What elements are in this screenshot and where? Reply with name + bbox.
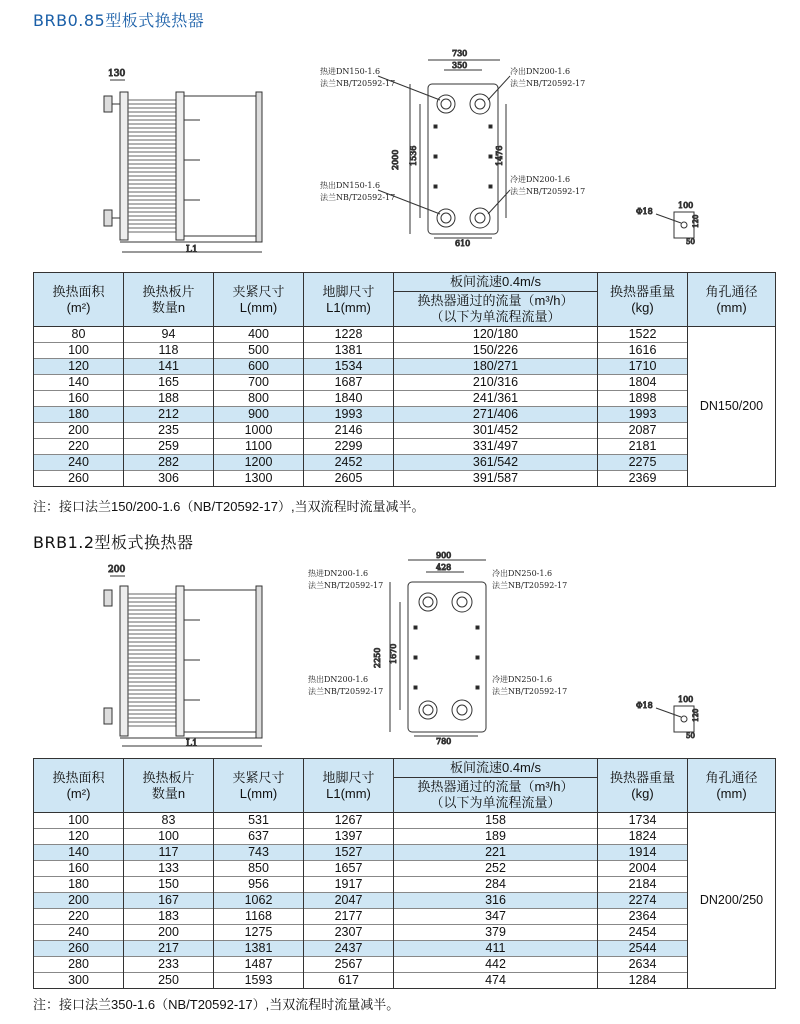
table-cell: 180: [34, 877, 124, 893]
table-cell: 700: [214, 375, 304, 391]
table-cell: 220: [34, 909, 124, 925]
table-cell: 200: [34, 893, 124, 909]
table-cell: 2544: [598, 941, 688, 957]
table-row: [34, 813, 776, 829]
table-cell: 2177: [304, 909, 394, 925]
table-cell: 411: [394, 941, 598, 957]
table-cell: 500: [214, 343, 304, 359]
table-cell: 1527: [304, 845, 394, 861]
table-cell: 1657: [304, 861, 394, 877]
label-in-cold-std: 法兰NB/T20592-17: [492, 687, 568, 696]
table-cell: 900: [214, 407, 304, 423]
table-cell: 100: [34, 343, 124, 359]
label-in-hot: 热进DN150-1.6: [320, 67, 381, 76]
table-cell: 2146: [304, 423, 394, 439]
label-out-cold-std: 法兰NB/T20592-17: [492, 581, 568, 590]
table-row: [34, 893, 776, 909]
side-bottom-dim: L1: [186, 245, 198, 255]
table-cell: 1534: [304, 359, 394, 375]
label-out-cold-std: 法兰NB/T20592-17: [510, 79, 586, 88]
label-out-cold: 冷出DN200-1.6: [510, 67, 571, 76]
table-cell: 217: [124, 941, 214, 957]
table-cell: 117: [124, 845, 214, 861]
table-cell: 2634: [598, 957, 688, 973]
foot-off: 50: [686, 238, 695, 246]
table-cell: 1616: [598, 343, 688, 359]
table-cell: 240: [34, 925, 124, 941]
label-out-hot: 热出DN150-1.6: [320, 181, 381, 190]
table-row: [34, 423, 776, 439]
table-cell: 2047: [304, 893, 394, 909]
table-cell: 2364: [598, 909, 688, 925]
section2-drawing: [0, 551, 800, 760]
table-cell: 301/452: [394, 423, 598, 439]
table-cell: 2004: [598, 861, 688, 877]
label-out-hot-std: 法兰NB/T20592-17: [320, 193, 396, 202]
label-in-cold: 冷进DN200-1.6: [510, 175, 571, 184]
table-cell: 1284: [598, 973, 688, 989]
table-cell: 282: [124, 455, 214, 471]
table-cell: 250: [124, 973, 214, 989]
table-cell: 600: [214, 359, 304, 375]
table-cell: 300: [34, 973, 124, 989]
table-cell: 442: [394, 957, 598, 973]
header-plates: 换热板片 数量n: [124, 759, 214, 813]
table-cell: 2567: [304, 957, 394, 973]
table-cell: 260: [34, 471, 124, 487]
foot-off: 50: [686, 732, 695, 740]
header-flow-top: 板间流速0.4m/s: [394, 273, 598, 292]
front-bottom-width-dim: 610: [455, 239, 471, 248]
table-cell: 2087: [598, 423, 688, 439]
table-cell: 280: [34, 957, 124, 973]
section1-table-body: [34, 327, 776, 487]
table-cell: 1000: [214, 423, 304, 439]
front-view: [378, 49, 510, 248]
table-cell: 391/587: [394, 471, 598, 487]
table-cell: 850: [214, 861, 304, 877]
foot-w: 100: [678, 695, 694, 704]
table-cell: 233: [124, 957, 214, 973]
table-row: [34, 391, 776, 407]
table-row: [34, 471, 776, 487]
table-cell: 210/316: [394, 375, 598, 391]
label-in-hot-std: 法兰NB/T20592-17: [308, 581, 384, 590]
table-cell: 1381: [304, 343, 394, 359]
table-cell: 189: [394, 829, 598, 845]
section1-title: BRB0.85型板式换热器: [33, 11, 205, 30]
table-cell: 2454: [598, 925, 688, 941]
section2-note: 注：接口法兰350-1.6（NB/T20592-17）,当双流程时流量减半。: [33, 997, 400, 1012]
table-cell: 180: [34, 407, 124, 423]
table-cell: 100: [124, 829, 214, 845]
table-cell: 2181: [598, 439, 688, 455]
table-cell: 165: [124, 375, 214, 391]
table-cell: 331/497: [394, 439, 598, 455]
label-out-hot: 热出DN200-1.6: [308, 675, 369, 684]
port-size-cell: DN150/200: [688, 327, 776, 487]
table-cell: 167: [124, 893, 214, 909]
header-area: 换热面积 (m²): [34, 759, 124, 813]
front-height-dim: 2250: [373, 647, 382, 668]
table-cell: 1397: [304, 829, 394, 845]
table-cell: 240: [34, 455, 124, 471]
table-cell: 743: [214, 845, 304, 861]
table-cell: 956: [214, 877, 304, 893]
header-weight: 换热器重量 (kg): [598, 273, 688, 327]
foot-hole: Φ18: [636, 701, 653, 710]
table-cell: 120/180: [394, 327, 598, 343]
table-cell: 306: [124, 471, 214, 487]
front-inner-height1-dim: 1670: [389, 643, 398, 664]
foot-h: 120: [692, 214, 700, 228]
section2-table-body: [34, 813, 776, 989]
foot-detail: [636, 201, 700, 246]
table-row: [34, 455, 776, 471]
port-size-cell: DN200/250: [688, 813, 776, 989]
table-cell: 1100: [214, 439, 304, 455]
table-cell: 200: [124, 925, 214, 941]
front-inner-width-dim: 350: [452, 61, 468, 70]
header-foot: 地脚尺寸 L1(mm): [304, 273, 394, 327]
table-cell: 180/271: [394, 359, 598, 375]
table-cell: 220: [34, 439, 124, 455]
table-cell: 284: [394, 877, 598, 893]
table-cell: 2275: [598, 455, 688, 471]
table-row: [34, 359, 776, 375]
foot-hole: Φ18: [636, 207, 653, 216]
table-cell: 2299: [304, 439, 394, 455]
table-cell: 252: [394, 861, 598, 877]
table-cell: 140: [34, 375, 124, 391]
table-cell: 1300: [214, 471, 304, 487]
header-port: 角孔通径 (mm): [688, 759, 776, 813]
table-cell: 140: [34, 845, 124, 861]
side-view: [104, 69, 262, 255]
table-cell: 1200: [214, 455, 304, 471]
table-cell: 2452: [304, 455, 394, 471]
table-cell: 212: [124, 407, 214, 423]
table-cell: 316: [394, 893, 598, 909]
header-flow-top: 板间流速0.4m/s: [394, 759, 598, 778]
table-cell: 141: [124, 359, 214, 375]
section2-spec-table: [33, 758, 776, 989]
table-cell: 118: [124, 343, 214, 359]
table-row: [34, 845, 776, 861]
side-view: [104, 565, 262, 749]
table-row: [34, 407, 776, 423]
table-cell: 100: [34, 813, 124, 829]
table-cell: 1804: [598, 375, 688, 391]
side-bottom-dim: L1: [186, 739, 198, 749]
table-cell: 1993: [598, 407, 688, 423]
table-row: [34, 925, 776, 941]
table-cell: 120: [34, 829, 124, 845]
table-cell: 1487: [214, 957, 304, 973]
table-cell: 2369: [598, 471, 688, 487]
table-cell: 1275: [214, 925, 304, 941]
table-row: [34, 861, 776, 877]
table-cell: 1734: [598, 813, 688, 829]
table-cell: 80: [34, 327, 124, 343]
table-cell: 617: [304, 973, 394, 989]
table-cell: 1267: [304, 813, 394, 829]
header-foot: 地脚尺寸 L1(mm): [304, 759, 394, 813]
table-cell: 1168: [214, 909, 304, 925]
table-row: [34, 957, 776, 973]
table-row: [34, 877, 776, 893]
header-port: 角孔通径 (mm): [688, 273, 776, 327]
table-cell: 1522: [598, 327, 688, 343]
table-cell: 271/406: [394, 407, 598, 423]
table-cell: 400: [214, 327, 304, 343]
label-out-cold: 冷出DN250-1.6: [492, 569, 553, 578]
header-flow-sub: 换热器通过的流量（m³/h） （以下为单流程流量）: [394, 778, 598, 813]
table-cell: 260: [34, 941, 124, 957]
table-cell: 2605: [304, 471, 394, 487]
foot-h: 120: [692, 708, 700, 722]
table-cell: 241/361: [394, 391, 598, 407]
table-cell: 150: [124, 877, 214, 893]
table-cell: 150/226: [394, 343, 598, 359]
table-cell: 347: [394, 909, 598, 925]
table-cell: 160: [34, 861, 124, 877]
front-inner-height1-dim: 1536: [409, 145, 418, 166]
table-cell: 800: [214, 391, 304, 407]
table-cell: 1840: [304, 391, 394, 407]
table-row: [34, 327, 776, 343]
table-cell: 1687: [304, 375, 394, 391]
table-cell: 120: [34, 359, 124, 375]
label-in-hot-std: 法兰NB/T20592-17: [320, 79, 396, 88]
table-cell: 1917: [304, 877, 394, 893]
table-cell: 200: [34, 423, 124, 439]
label-in-hot: 热进DN200-1.6: [308, 569, 369, 578]
label-in-cold: 冷进DN250-1.6: [492, 675, 553, 684]
table-cell: 2307: [304, 925, 394, 941]
header-plates: 换热板片 数量n: [124, 273, 214, 327]
table-cell: 2274: [598, 893, 688, 909]
table-row: [34, 941, 776, 957]
header-clamp: 夹紧尺寸 L(mm): [214, 759, 304, 813]
header-area: 换热面积 (m²): [34, 273, 124, 327]
side-top-dim: 130: [108, 69, 126, 79]
table-cell: 1062: [214, 893, 304, 909]
front-view: [373, 551, 486, 746]
table-cell: 235: [124, 423, 214, 439]
table-cell: 2184: [598, 877, 688, 893]
section1-note: 注：接口法兰150/200-1.6（NB/T20592-17）,当双流程时流量减半。: [33, 499, 425, 514]
section2-title: BRB1.2型板式换热器: [33, 533, 194, 552]
section1-drawing: [0, 40, 800, 270]
table-cell: 1898: [598, 391, 688, 407]
table-cell: 1381: [214, 941, 304, 957]
table-cell: 183: [124, 909, 214, 925]
section1-spec-table: [33, 272, 776, 487]
table-row: [34, 375, 776, 391]
foot-w: 100: [678, 201, 694, 210]
table-cell: 259: [124, 439, 214, 455]
table-cell: 94: [124, 327, 214, 343]
front-inner-height2-dim: 1476: [495, 145, 504, 166]
front-width-dim: 730: [452, 49, 468, 58]
table-cell: 188: [124, 391, 214, 407]
header-weight: 换热器重量 (kg): [598, 759, 688, 813]
table-cell: 160: [34, 391, 124, 407]
table-row: [34, 973, 776, 989]
label-out-hot-std: 法兰NB/T20592-17: [308, 687, 384, 696]
table-cell: 221: [394, 845, 598, 861]
front-inner-width-dim: 428: [436, 563, 452, 572]
table-cell: 158: [394, 813, 598, 829]
table-row: [34, 829, 776, 845]
table-cell: 637: [214, 829, 304, 845]
front-bottom-width-dim: 780: [436, 737, 452, 746]
table-cell: 531: [214, 813, 304, 829]
table-cell: 133: [124, 861, 214, 877]
table-cell: 379: [394, 925, 598, 941]
table-row: [34, 439, 776, 455]
table-cell: 1593: [214, 973, 304, 989]
label-in-cold-std: 法兰NB/T20592-17: [510, 187, 586, 196]
table-row: [34, 909, 776, 925]
table-cell: 2437: [304, 941, 394, 957]
table-cell: 361/542: [394, 455, 598, 471]
table-cell: 83: [124, 813, 214, 829]
table-cell: 1228: [304, 327, 394, 343]
table-cell: 1914: [598, 845, 688, 861]
table-cell: 474: [394, 973, 598, 989]
table-cell: 1993: [304, 407, 394, 423]
side-top-dim: 200: [108, 565, 126, 575]
table-cell: 1824: [598, 829, 688, 845]
foot-detail: [636, 695, 700, 740]
header-flow-sub: 换热器通过的流量（m³/h） （以下为单流程流量）: [394, 292, 598, 327]
table-cell: 1710: [598, 359, 688, 375]
table-row: [34, 343, 776, 359]
front-height-dim: 2000: [391, 149, 400, 170]
front-width-dim: 900: [436, 551, 452, 560]
header-clamp: 夹紧尺寸 L(mm): [214, 273, 304, 327]
